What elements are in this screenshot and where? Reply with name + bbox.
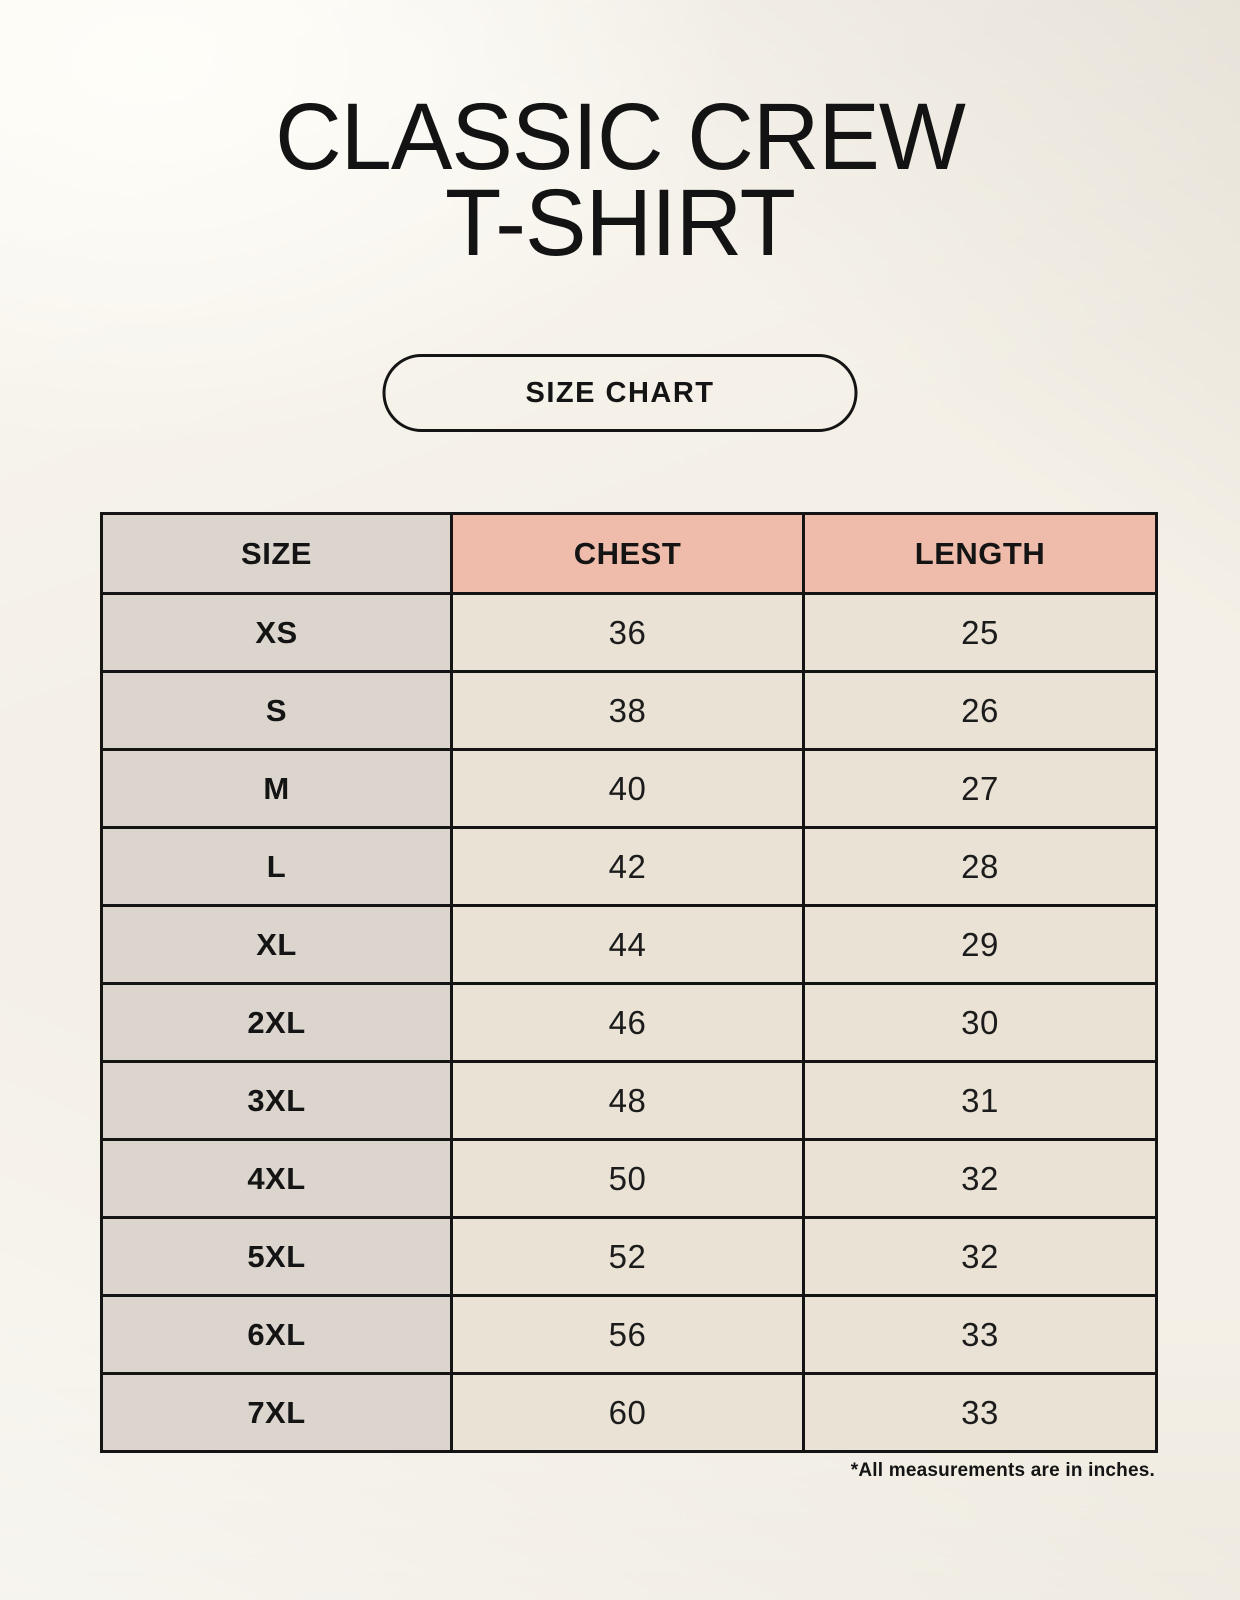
column-header-chest: CHEST: [452, 514, 804, 594]
chest-cell: 42: [452, 828, 804, 906]
length-cell: 29: [804, 906, 1157, 984]
table-row: [102, 594, 1157, 672]
length-cell: 33: [804, 1374, 1157, 1452]
length-cell: 33: [804, 1296, 1157, 1374]
column-header-length: LENGTH: [804, 514, 1157, 594]
page-title: [19, 84, 1222, 276]
size-cell: XL: [102, 906, 452, 984]
size-chart-button[interactable]: [383, 354, 858, 432]
size-chart-table: [100, 512, 1158, 1453]
size-chart-button-label: SIZE CHART: [525, 376, 715, 409]
table-row: [102, 1062, 1157, 1140]
chest-cell: 52: [452, 1218, 804, 1296]
size-cell: 5XL: [102, 1218, 452, 1296]
chest-cell: 44: [452, 906, 804, 984]
length-cell: 25: [804, 594, 1157, 672]
table-row: [102, 828, 1157, 906]
size-cell: M: [102, 750, 452, 828]
size-cell: 7XL: [102, 1374, 452, 1452]
page-title-line2: T-SHIRT: [445, 170, 795, 276]
length-cell: 31: [804, 1062, 1157, 1140]
chest-cell: 38: [452, 672, 804, 750]
length-cell: 28: [804, 828, 1157, 906]
length-cell: 32: [804, 1218, 1157, 1296]
length-cell: 26: [804, 672, 1157, 750]
size-cell: L: [102, 828, 452, 906]
chest-cell: 40: [452, 750, 804, 828]
table-row: [102, 1374, 1157, 1452]
page-title-line1: CLASSIC CREW: [275, 84, 965, 190]
chest-cell: 46: [452, 984, 804, 1062]
size-cell: 6XL: [102, 1296, 452, 1374]
table-row: [102, 984, 1157, 1062]
table-row: [102, 1218, 1157, 1296]
chest-cell: 50: [452, 1140, 804, 1218]
chest-cell: 60: [452, 1374, 804, 1452]
table-header-row: [102, 514, 1157, 594]
size-cell: XS: [102, 594, 452, 672]
length-cell: 32: [804, 1140, 1157, 1218]
length-cell: 30: [804, 984, 1157, 1062]
size-cell: S: [102, 672, 452, 750]
table-row: [102, 1296, 1157, 1374]
table-row: [102, 1140, 1157, 1218]
table-row: [102, 750, 1157, 828]
chest-cell: 48: [452, 1062, 804, 1140]
chest-cell: 36: [452, 594, 804, 672]
table-row: [102, 672, 1157, 750]
measurements-footnote: *All measurements are in inches.: [850, 1460, 1155, 1481]
table-row: [102, 906, 1157, 984]
length-cell: 27: [804, 750, 1157, 828]
chest-cell: 56: [452, 1296, 804, 1374]
size-cell: 4XL: [102, 1140, 452, 1218]
column-header-size: SIZE: [102, 514, 452, 594]
size-cell: 2XL: [102, 984, 452, 1062]
size-cell: 3XL: [102, 1062, 452, 1140]
